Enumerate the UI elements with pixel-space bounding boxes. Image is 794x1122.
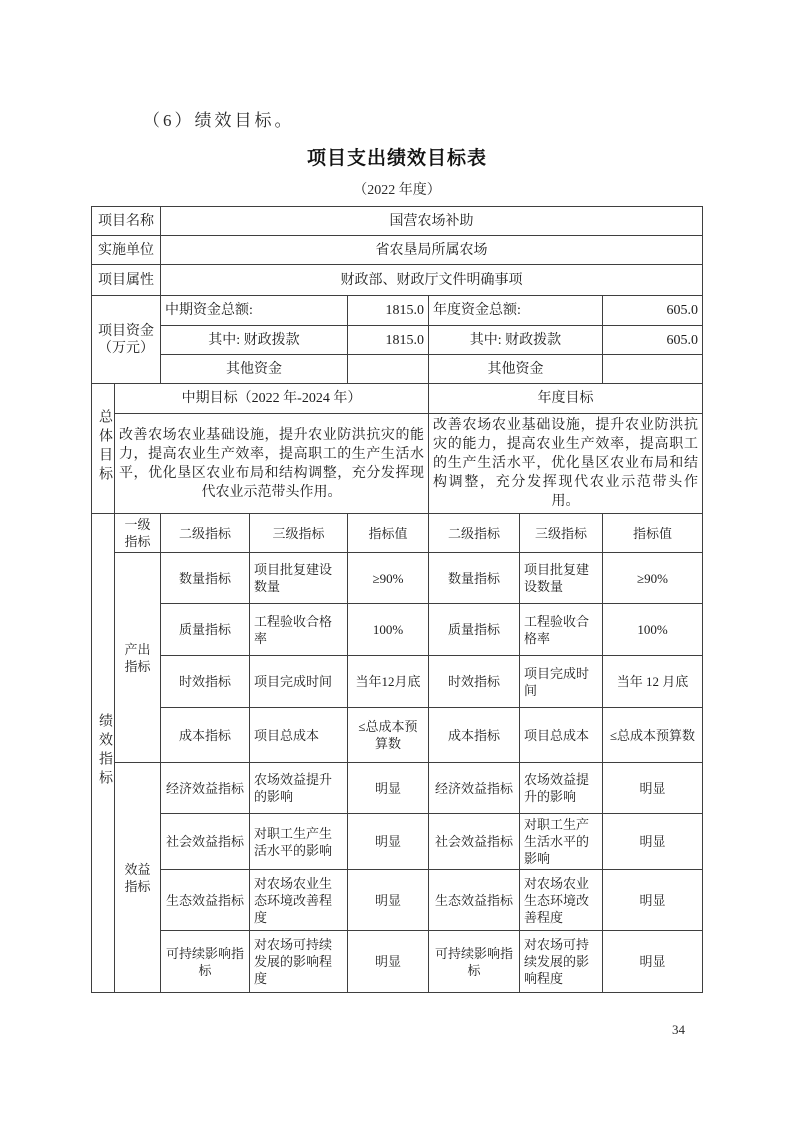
overall-goal-label	[92, 384, 115, 514]
section-heading: （6）绩效目标。	[143, 111, 295, 130]
level2-cell: 可持续影响指标	[429, 931, 520, 993]
table-row	[92, 708, 703, 763]
implementing-unit-label: 实施单位	[92, 236, 161, 265]
annual-other-label: 其他资金	[429, 355, 603, 384]
table-row	[92, 414, 703, 514]
level3-cell: 项目完成时间	[520, 656, 603, 708]
midterm-total-value: 1815.0	[348, 296, 429, 326]
value-cell: 100%	[603, 604, 703, 656]
level2-cell: 生态效益指标	[161, 870, 250, 931]
level2-cell: 可持续影响指标	[161, 931, 250, 993]
level2-cell: 社会效益指标	[429, 814, 520, 870]
annual-total-label: 年度资金总额:	[429, 296, 603, 326]
performance-indicators-label-text: 绩效指标	[97, 713, 112, 789]
level2-cell: 质量指标	[161, 604, 250, 656]
level2-cell: 经济效益指标	[429, 763, 520, 814]
annual-goal-text: 改善农场农业基础设施，提升农业防洪抗灾的能力，提高农业生产效率，提高职工的生产生活水平，优化垦区农业布局和结构调整，充分发挥现代农业示范带头作用。	[429, 414, 703, 514]
value-cell: 明显	[603, 763, 703, 814]
header-level3-mid: 三级指标	[250, 514, 348, 553]
table-row	[92, 514, 703, 553]
table-row	[92, 870, 703, 931]
level3-cell: 项目批复建设数量	[250, 553, 348, 604]
benefit-indicators-label: 效益指标	[115, 763, 161, 993]
header-value-mid: 指标值	[348, 514, 429, 553]
level2-cell: 质量指标	[429, 604, 520, 656]
overall-goal-label-text: 总体目标	[97, 408, 112, 485]
table-row	[92, 265, 703, 296]
table-row	[92, 604, 703, 656]
project-name-value: 国营农场补助	[161, 207, 703, 236]
value-cell: 明显	[348, 763, 429, 814]
value-cell: ≥90%	[603, 553, 703, 604]
table-row	[92, 814, 703, 870]
value-cell: 当年 12 月底	[603, 656, 703, 708]
level2-cell: 数量指标	[161, 553, 250, 604]
value-cell: ≥90%	[348, 553, 429, 604]
level3-cell: 对农场可持续发展的影响程度	[520, 931, 603, 993]
midterm-goal-text: 改善农场农业基础设施，提升农业防洪抗灾的能力，提高农业生产效率，提高职工的生产生活水平，优化垦区农业布局和结构调整，充分发挥现代农业示范带头作用。	[115, 414, 429, 514]
table-row	[92, 656, 703, 708]
level3-cell: 项目总成本	[250, 708, 348, 763]
value-cell: 明显	[348, 870, 429, 931]
annual-goal-header: 年度目标	[429, 384, 703, 414]
level3-cell: 对农场农业生态环境改善程度	[250, 870, 348, 931]
midterm-other-value	[348, 355, 429, 384]
level3-cell: 对农场农业生态环境改善程度	[520, 870, 603, 931]
value-cell: ≤总成本预算数	[348, 708, 429, 763]
project-name-label: 项目名称	[92, 207, 161, 236]
header-level2-annual: 二级指标	[429, 514, 520, 553]
value-cell: 100%	[348, 604, 429, 656]
value-cell: 明显	[603, 931, 703, 993]
project-funds-label: 项目资金（万元）	[92, 296, 161, 384]
level2-cell: 社会效益指标	[161, 814, 250, 870]
midterm-other-label: 其他资金	[161, 355, 348, 384]
level2-cell: 成本指标	[161, 708, 250, 763]
level3-cell: 工程验收合格率	[250, 604, 348, 656]
level3-cell: 对职工生产生活水平的影响	[520, 814, 603, 870]
midterm-fiscal-value: 1815.0	[348, 326, 429, 355]
table-row	[92, 296, 703, 326]
midterm-total-label: 中期资金总额:	[161, 296, 348, 326]
value-cell: ≤总成本预算数	[603, 708, 703, 763]
level3-cell: 项目完成时间	[250, 656, 348, 708]
level3-cell: 对农场可持续发展的影响程度	[250, 931, 348, 993]
header-value-annual: 指标值	[603, 514, 703, 553]
value-cell: 明显	[603, 814, 703, 870]
value-cell: 明显	[603, 870, 703, 931]
table-row	[92, 236, 703, 265]
table-row	[92, 207, 703, 236]
table-row	[92, 384, 703, 414]
page-number: 34	[672, 1022, 685, 1037]
midterm-goal-header: 中期目标（2022 年-2024 年）	[115, 384, 429, 414]
output-indicators-label: 产出指标	[115, 553, 161, 763]
header-level3-annual: 三级指标	[520, 514, 603, 553]
level3-cell: 对职工生产生活水平的影响	[250, 814, 348, 870]
value-cell: 当年12月底	[348, 656, 429, 708]
project-attribute-label: 项目属性	[92, 265, 161, 296]
level2-cell: 经济效益指标	[161, 763, 250, 814]
level3-cell: 工程验收合格率	[520, 604, 603, 656]
table-row	[92, 326, 703, 355]
value-cell: 明显	[348, 814, 429, 870]
level3-cell: 项目批复建设数量	[520, 553, 603, 604]
table-row	[92, 931, 703, 993]
table-subtitle: （2022 年度）	[353, 183, 441, 198]
level3-cell: 农场效益提升的影响	[520, 763, 603, 814]
level3-cell: 项目总成本	[520, 708, 603, 763]
level2-cell: 数量指标	[429, 553, 520, 604]
implementing-unit-value: 省农垦局所属农场	[161, 236, 703, 265]
performance-target-table	[91, 206, 703, 993]
table-title: 项目支出绩效目标表	[306, 148, 487, 169]
annual-fiscal-value: 605.0	[603, 326, 703, 355]
level2-cell: 生态效益指标	[429, 870, 520, 931]
annual-other-value	[603, 355, 703, 384]
table-row	[92, 553, 703, 604]
header-level1: 一级指标	[115, 514, 161, 553]
level2-cell: 时效指标	[161, 656, 250, 708]
level2-cell: 成本指标	[429, 708, 520, 763]
project-attribute-value: 财政部、财政厅文件明确事项	[161, 265, 703, 296]
level3-cell: 农场效益提升的影响	[250, 763, 348, 814]
value-cell: 明显	[348, 931, 429, 993]
annual-total-value: 605.0	[603, 296, 703, 326]
table-row	[92, 763, 703, 814]
header-level2-mid: 二级指标	[161, 514, 250, 553]
midterm-fiscal-label: 其中: 财政拨款	[161, 326, 348, 355]
level2-cell: 时效指标	[429, 656, 520, 708]
performance-indicators-label	[92, 514, 115, 993]
table-row	[92, 355, 703, 384]
annual-fiscal-label: 其中: 财政拨款	[429, 326, 603, 355]
